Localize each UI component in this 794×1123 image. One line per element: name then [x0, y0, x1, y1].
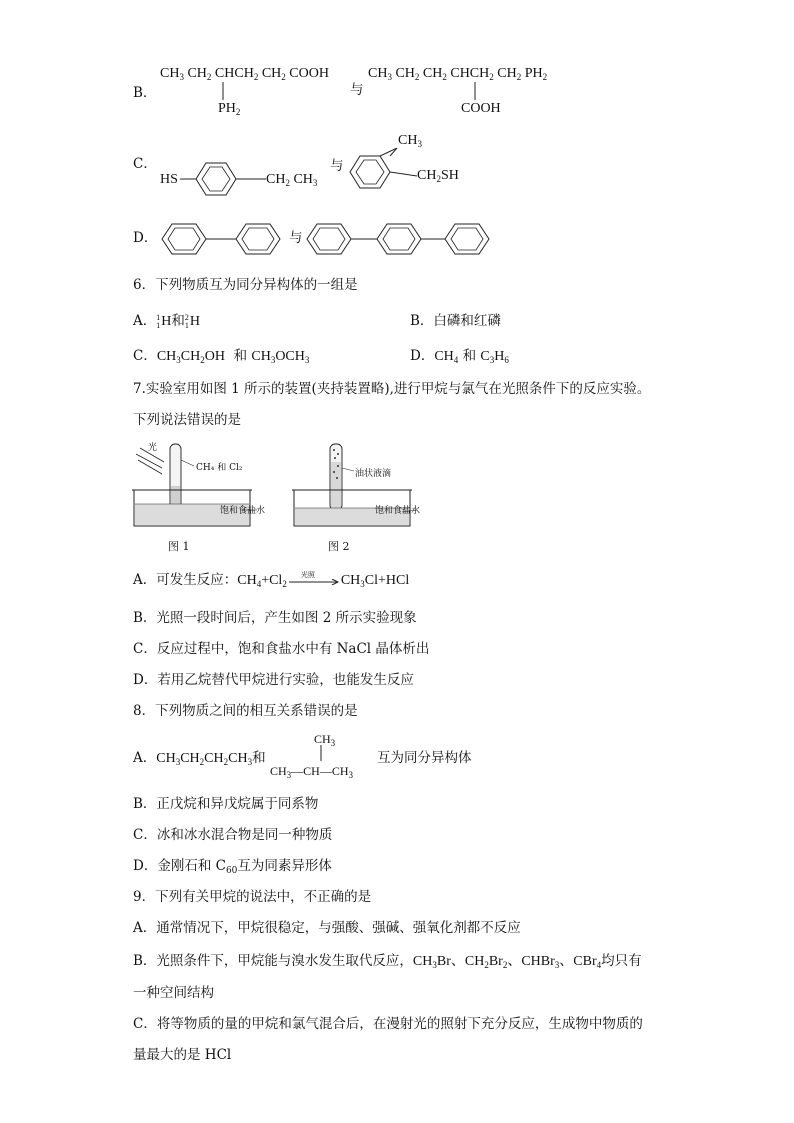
q7-fig1-gas-label: CH₄ 和 Cl₂: [196, 463, 243, 473]
option-b-left-formula: $CH_3$ $CH_2$ $CHCH_2$ $CH_2$ COOH: [160, 66, 329, 82]
option-b-right-formula: $CH_3$ $CH_2$ $CH_2$ $CHCH_2$ $CH_2$ $PH_2$: [368, 66, 548, 82]
q9-stem: 9．下列有关甲烷的说法中，不正确的是: [133, 889, 372, 905]
q8-option-a-tail: 互为同分异构体: [377, 750, 472, 766]
q7-option-b: B．光照一段时间后，产生如图 2 所示实验现象: [133, 610, 417, 626]
option-b-label: B．: [133, 85, 157, 101]
q8-stem: 8．下列物质之间的相互关系错误的是: [133, 703, 358, 719]
option-b-left-branch: $PH_2$: [218, 101, 241, 117]
q8-option-d: D．金刚石和 $C_{60}$互为同素异形体: [133, 858, 332, 876]
q9-option-c-line-2: 量最大的是 HCl: [133, 1047, 232, 1063]
option-c-left-benzene: [180, 152, 270, 202]
q7-fig1-light-label: 光: [148, 443, 158, 453]
q7-reaction-arrow: 光照: [287, 574, 341, 588]
q8-option-b: B．正戊烷和异戊烷属于同系物: [133, 796, 319, 812]
option-b-connector: 与: [350, 82, 364, 98]
option-c-left-ethyl: $CH_2$ $CH_3$: [266, 172, 318, 188]
option-d-label: D．: [133, 230, 158, 246]
option-d-terphenyl: [305, 222, 495, 256]
option-c-label: C．: [133, 156, 157, 172]
option-c-right-benzene: [345, 148, 425, 198]
q6-option-b: B．白磷和红磷: [410, 313, 501, 329]
q8-isobutane-top: $CH_3$: [314, 732, 336, 748]
q9-option-c-line-1: C．将等物质的量的甲烷和氯气混合后，在漫射光的照射下充分反应，生成物中物质的: [133, 1016, 643, 1032]
q7-figure-2: [292, 438, 427, 538]
q7-option-c: C．反应过程中，饱和食盐水中有 NaCl 晶体析出: [133, 641, 430, 657]
q7-fig2-caption: 图 2: [328, 540, 350, 553]
q7-option-a: A．可发生反应：$CH_4+Cl_2$ 光照 $CH_3Cl+HCl$: [133, 570, 410, 589]
q9-option-b-line-1: B．光照条件下，甲烷能与溴水发生取代反应，$CH_3Br$、$CH_2Br_2$、CHBr$_3$、CBr$_4$均只有: [133, 953, 642, 970]
q7-fig2-water-label: 饱和食盐水: [375, 506, 421, 516]
q7-fig1-caption: 图 1: [168, 540, 190, 553]
q6-option-a: A． 1 1 H和 2 1 H: [133, 312, 200, 330]
q8-isobutane-bond: [319, 745, 323, 763]
q7-stem-line-2: 下列说法错误的是: [133, 412, 241, 428]
option-b-right-bond: [473, 82, 477, 102]
q7-fig1-water-label: 饱和食盐水: [220, 506, 266, 516]
option-c-connector: 与: [330, 158, 344, 174]
q6-option-d: D．$CH_4$ 和 $C_3H_6$: [410, 348, 509, 365]
q6-option-c: C．$CH_3CH_2OH$ 和 $CH_3OCH_3$: [133, 348, 310, 365]
option-c-left-sh: HS: [160, 172, 178, 187]
q7-stem-line-1: 7.实验室用如图 1 所示的装置(夹持装置略),进行甲烷与氯气在光照条件下的反应实验。: [133, 381, 651, 397]
q6-option-a-isotope-1: 1 1 H: [156, 312, 172, 330]
q9-option-a: A．通常情况下，甲烷很稳定，与强酸、强碱、强氧化剂都不反应: [133, 920, 521, 936]
q9-option-b-line-2: 一种空间结构: [133, 985, 214, 1001]
option-c-right-methyl: $CH_3$: [398, 133, 422, 149]
option-d-biphenyl: [160, 222, 285, 256]
option-d-connector: 与: [289, 230, 303, 246]
q8-option-a: A．$CH_3CH_2CH_2CH_3$和: [133, 750, 266, 767]
q8-option-c: C．冰和冰水混合物是同一种物质: [133, 827, 333, 843]
q6-option-a-isotope-2: 2 1 H: [184, 312, 200, 330]
option-c-right-ch2sh: $CH_2SH$: [417, 168, 459, 184]
q7-option-d: D．若用乙烷替代甲烷进行实验，也能发生反应: [133, 672, 414, 688]
q8-isobutane-chain: $CH_3—CH—CH_3$: [270, 764, 354, 780]
q6-stem: 6．下列物质互为同分异构体的一组是: [133, 277, 358, 293]
option-b-right-branch: COOH: [461, 101, 501, 116]
q7-fig2-oil-label: 油状液滴: [355, 469, 392, 479]
option-b-left-bond: [221, 82, 225, 102]
